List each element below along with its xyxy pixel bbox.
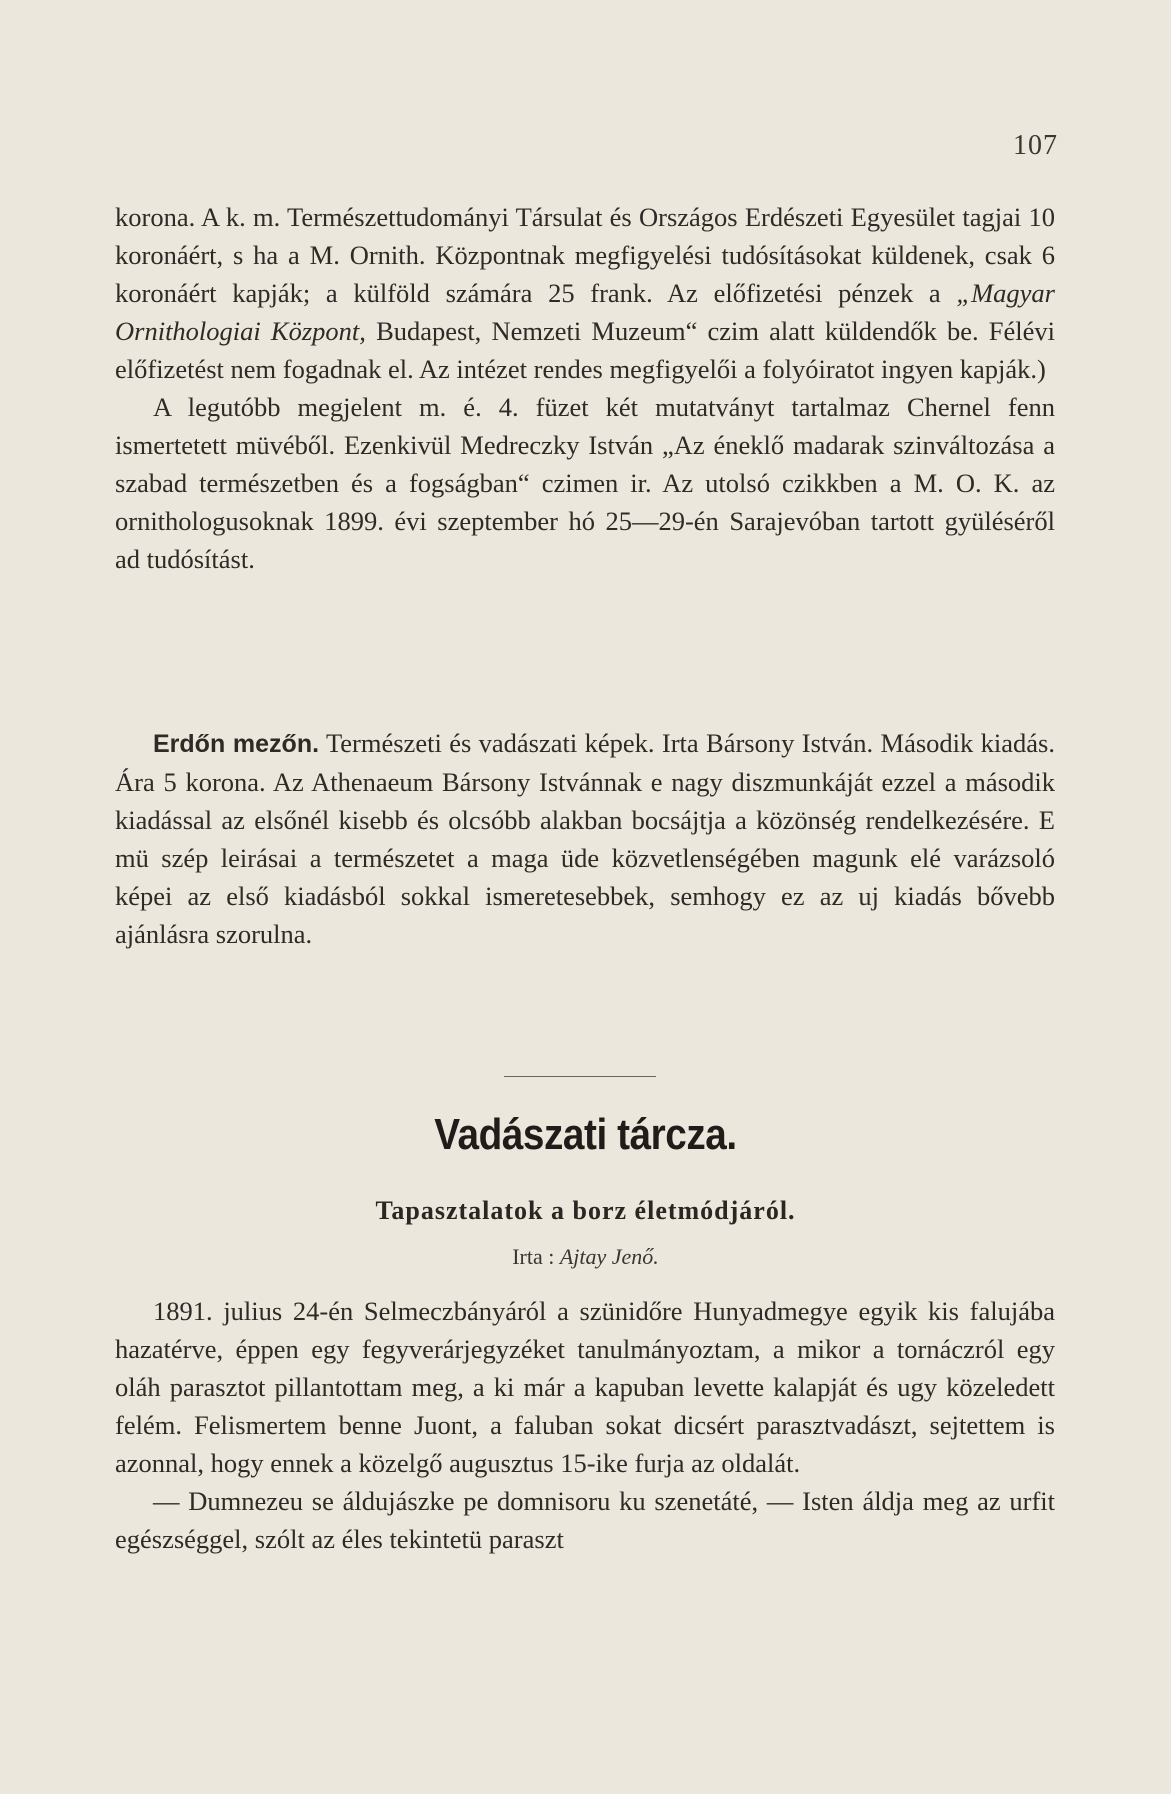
- paragraph-dialogue: — Dumnezeu se áldujászke pe domnisoru ku szenetáté, — Isten áldja meg az urfit egészséggel, szólt az éles tekintetü paraszt: [115, 1486, 1055, 1554]
- text-run: Budapest, Nemzeti Muzeum“ czim alatt küldendők be. Félévi előfizetést nem fogadnak el. Az intézet rendes megfigyelői a folyóiratot ingyen kapják.): [115, 316, 1055, 384]
- text-run: korona. A k. m. Természettudományi Társulat és Országos Erdészeti Egyesület tagjai 10 koronáért, s ha a M. Ornith. Központnak megfigyelési tudósításokat küldenek, csak 6 koronáért kapják; a külföld számára 25 frank. Az előfizetési pénzek a: [115, 202, 1055, 308]
- book-review: [115, 724, 1055, 953]
- paragraph-latest-issue: A legutóbb megjelent m. é. 4. füzet két mutatványt tartalmaz Chernel fenn ismertetett müvéből. Ezenkivül Medreczky István „Az éneklő madarak szinváltozása a szabad természetben és a fogságban“ czimen ir. Az utolsó czikkben a M. O. K. az ornithologusoknak 1899. évi szeptember hó 25—29-én Sarajevóban tartott gyüléséről ad tudósítást.: [115, 392, 1055, 574]
- byline-prefix: Irta :: [512, 1244, 560, 1269]
- text-run: Természeti és vadászati képek. Irta Bársony István. Második kiadás. Ára 5 korona. Az Athenaeum Bársony Istvánnak e nagy diszmunkáját ezzel a második kiadással az elsőnél kisebb és olcsóbb alakban bocsájtja a közönség rendelkezésére. E mü szép leirásai a természetet a maga üde közvetlenségében magunk elé varázsoló képei az első kiadásból sokkal ismeretesebbek, semhogy ez az uj kiadás bővebb ajánlásra szorulna.: [115, 728, 1055, 949]
- italic-publisher-name: „Magyar Ornithologiai Központ,: [115, 278, 1055, 346]
- page-number: 107: [1013, 130, 1058, 161]
- book-title: Erdőn mezőn.: [153, 730, 320, 758]
- byline-author: Ajtay Jenő.: [559, 1244, 659, 1269]
- paragraph-erdon-mezon: [115, 724, 1055, 953]
- review-section: [115, 198, 1055, 578]
- byline: [0, 1244, 1171, 1270]
- paragraph-subscription: [115, 198, 1055, 388]
- paragraph-intro: 1891. julius 24-én Selmeczbányáról a szünidőre Hunyadmegye egyik kis falujába hazatérve, éppen egy fegyverárjegyzéket tanulmányoztam, a mikor a tornáczról egy oláh parasztot pillantottam meg, a ki már a kapuban levette kalapját és ugy közeledett felém. Felismertem benne Juont, a faluban sokat dicsért parasztvadászt, sejtettem is azonnal, hogy ennek a közelgő augusztus 15-ike furja az oldalát.: [115, 1296, 1055, 1478]
- article-body: [115, 1292, 1055, 1558]
- section-title: Vadászati tárcza.: [434, 1110, 737, 1159]
- article-title: Tapasztalatok a borz életmódjáról.: [375, 1196, 796, 1225]
- section-divider: [504, 1076, 656, 1077]
